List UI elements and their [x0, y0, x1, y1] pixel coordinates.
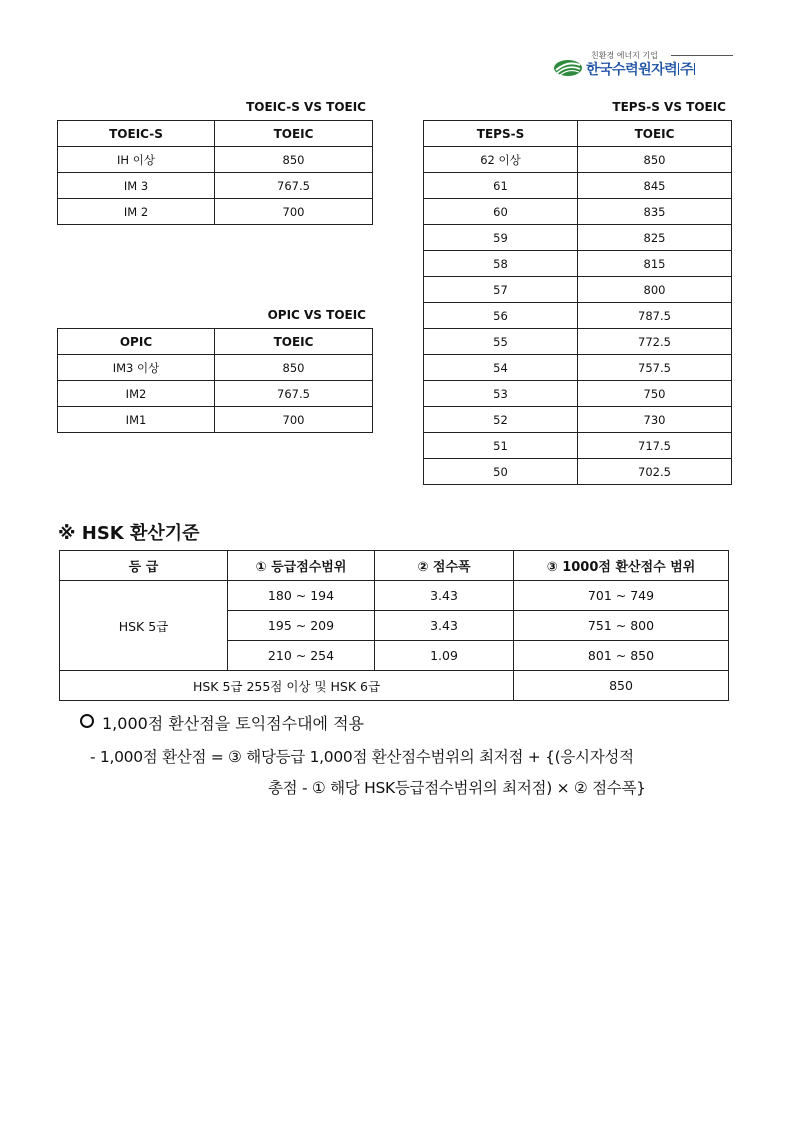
table-cell: 700 [215, 407, 373, 433]
table-cell: IM 2 [58, 199, 215, 225]
table-row [60, 671, 729, 701]
table-cell: 701 ~ 749 [514, 581, 729, 611]
table-cell: 60 [424, 199, 578, 225]
table-cell: 1.09 [375, 641, 514, 671]
toeic-s-table [57, 120, 373, 225]
opic-table [57, 328, 373, 433]
table-cell: 57 [424, 277, 578, 303]
table-cell: 59 [424, 225, 578, 251]
note-bullet-text: 1,000점 환산점을 토익점수대에 적용 [102, 714, 364, 733]
table-cell: 53 [424, 381, 578, 407]
company-logo [553, 50, 733, 82]
table-cell: 772.5 [578, 329, 732, 355]
table-cell: 50 [424, 459, 578, 485]
hsk-conversion-table [59, 550, 729, 701]
table-cell: 850 [215, 147, 373, 173]
hsk-grade-cell: HSK 5급 [60, 581, 228, 671]
table-row [424, 173, 732, 199]
table-cell: 730 [578, 407, 732, 433]
table-row [424, 329, 732, 355]
teps-s-caption: TEPS-S VS TOEIC [612, 100, 726, 114]
table-header: TOEIC [578, 121, 732, 147]
table-cell: IH 이상 [58, 147, 215, 173]
table-cell: 850 [578, 147, 732, 173]
table-row [424, 251, 732, 277]
table-header: TOEIC [215, 121, 373, 147]
table-header: TEPS-S [424, 121, 578, 147]
table-header: ① 등급점수범위 [228, 551, 375, 581]
logo-tagline: 친환경 에너지 기업 [591, 51, 658, 60]
table-cell: 845 [578, 173, 732, 199]
hollow-circle-bullet-icon [80, 714, 94, 728]
table-row [58, 173, 373, 199]
table-header: OPIC [58, 329, 215, 355]
table-cell: 717.5 [578, 433, 732, 459]
table-cell: 3.43 [375, 581, 514, 611]
teps-s-table [423, 120, 732, 485]
table-row [424, 355, 732, 381]
table-cell: 815 [578, 251, 732, 277]
table-row [58, 199, 373, 225]
table-cell: 767.5 [215, 381, 373, 407]
table-cell: 835 [578, 199, 732, 225]
table-cell: 195 ~ 209 [228, 611, 375, 641]
table-cell: 700 [215, 199, 373, 225]
table-row [424, 433, 732, 459]
table-header: TOEIC-S [58, 121, 215, 147]
table-cell: 56 [424, 303, 578, 329]
table-cell: IM1 [58, 407, 215, 433]
toeic-s-caption: TOEIC-S VS TOEIC [246, 100, 366, 114]
table-cell: 180 ~ 194 [228, 581, 375, 611]
table-row [424, 277, 732, 303]
logo-company-name: 한국수력원자력 주 [586, 62, 694, 78]
table-cell: 800 [578, 277, 732, 303]
formula-line-2: 총점 - ① 해당 HSK등급점수범위의 최저점) × ② 점수폭} [268, 779, 646, 797]
table-header: ② 점수폭 [375, 551, 514, 581]
table-cell: IM2 [58, 381, 215, 407]
khnp-logo-mark-icon [553, 59, 583, 77]
hsk-section-title: ※ HSK 환산기준 [58, 523, 200, 544]
table-header: 등 급 [60, 551, 228, 581]
table-cell: 3.43 [375, 611, 514, 641]
table-cell: 51 [424, 433, 578, 459]
table-cell: 787.5 [578, 303, 732, 329]
table-cell: 757.5 [578, 355, 732, 381]
opic-caption: OPIC VS TOEIC [267, 308, 366, 322]
table-row [424, 407, 732, 433]
table-cell: 825 [578, 225, 732, 251]
table-cell: 61 [424, 173, 578, 199]
table-cell: 62 이상 [424, 147, 578, 173]
table-row [60, 581, 729, 611]
table-row [424, 225, 732, 251]
table-cell: 52 [424, 407, 578, 433]
tagline-divider [671, 55, 733, 56]
table-row [424, 147, 732, 173]
table-cell: 750 [578, 381, 732, 407]
table-row [58, 407, 373, 433]
table-cell: 751 ~ 800 [514, 611, 729, 641]
table-cell: 54 [424, 355, 578, 381]
hsk-top-grade-value: 850 [514, 671, 729, 701]
table-row [58, 381, 373, 407]
hsk-top-grade-label: HSK 5급 255점 이상 및 HSK 6급 [60, 671, 514, 701]
table-cell: 58 [424, 251, 578, 277]
table-header: TOEIC [215, 329, 373, 355]
table-row [424, 459, 732, 485]
table-cell: IM 3 [58, 173, 215, 199]
table-cell: 702.5 [578, 459, 732, 485]
table-row [424, 381, 732, 407]
table-row [424, 199, 732, 225]
table-cell: IM3 이상 [58, 355, 215, 381]
note-bullet [80, 711, 364, 734]
table-cell: 801 ~ 850 [514, 641, 729, 671]
table-cell: 210 ~ 254 [228, 641, 375, 671]
table-cell: 55 [424, 329, 578, 355]
table-row [424, 303, 732, 329]
table-cell: 767.5 [215, 173, 373, 199]
formula-line-1: - 1,000점 환산점 = ③ 해당등급 1,000점 환산점수범위의 최저점 + {(응시자성적 [90, 748, 634, 766]
table-header: ③ 1000점 환산점수 범위 [514, 551, 729, 581]
table-cell: 850 [215, 355, 373, 381]
table-row [58, 355, 373, 381]
table-row [58, 147, 373, 173]
